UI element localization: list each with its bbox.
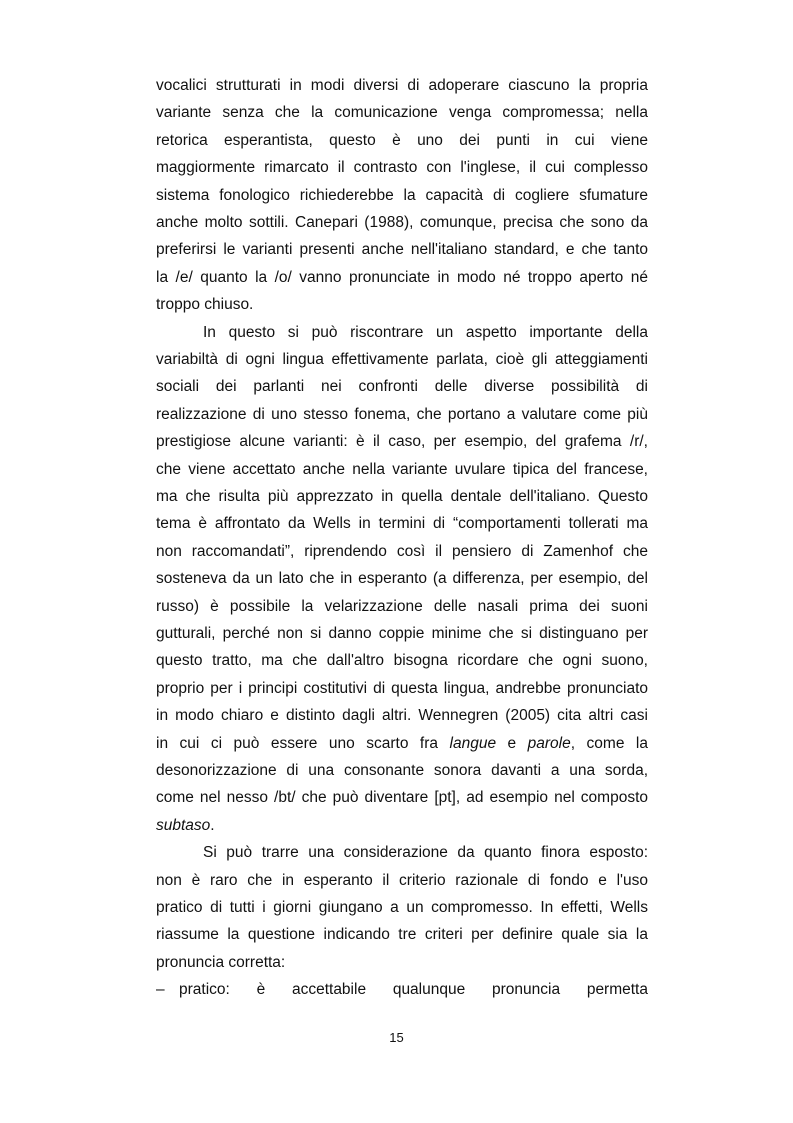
- italic-term-langue: langue: [449, 734, 497, 752]
- text-line: che viene accettato anche nella variante uvulare tipica del francese,: [156, 460, 648, 478]
- text-line: tema è affrontato da Wells in termini di “comportamenti tollerati ma: [156, 515, 648, 533]
- text-line: non è raro che in esperanto il criterio razionale di fondo e l'uso: [156, 871, 648, 889]
- text-line: troppo chiuso.: [156, 296, 254, 314]
- text-line: proprio per i principi costitutivi di questa lingua, andrebbe pronunciato: [156, 679, 648, 697]
- text-line: non raccomandati”, riprendendo così il pensiero di Zamenhof che: [156, 542, 648, 560]
- italic-term-subtaso: subtaso: [156, 816, 211, 834]
- text-line: vocalici strutturati in modi diversi di adoperare ciascuno la propria: [156, 77, 648, 94]
- text-line: variante senza che la comunicazione venga compromessa; nella: [156, 104, 648, 122]
- text-line: anche molto sottili. Canepari (1988), comunque, precisa che sono da: [156, 214, 648, 231]
- text-line: desonorizzazione di una consonante sonora davanti a una sorda,: [156, 762, 648, 779]
- text-line: questo tratto, ma che dall'altro bisogna ricordare che ogni suono,: [156, 652, 648, 670]
- text-line: sistema fonologico richiederebbe la capacità di cogliere sfumature: [156, 186, 648, 204]
- text-line: in modo chiaro e distinto dagli altri. Wennegren (2005) cita altri casi: [156, 707, 648, 725]
- text-line: pronuncia corretta:: [156, 953, 286, 971]
- text-line: gutturali, perché non si danno coppie minime che si distinguano per: [156, 625, 648, 642]
- text-line: pratico di tutti i giorni giungano a un compromesso. In effetti, Wells: [156, 899, 648, 916]
- list-item: [156, 976, 648, 1003]
- text-line: come nel nesso /bt/ che può diventare [pt], ad esempio nel composto: [156, 789, 648, 807]
- text-line: la /e/ quanto la /o/ vanno pronunciate in modo né troppo aperto né: [156, 268, 648, 286]
- list-dash: –: [156, 981, 165, 999]
- text-line-with-italics: [156, 812, 648, 839]
- text-line: maggiormente rimarcato il contrasto con l'inglese, il cui complesso: [156, 159, 648, 177]
- list-item-text: pratico: è accettabile qualunque pronuncia permetta: [179, 981, 648, 999]
- page-number: 15: [389, 1030, 404, 1045]
- paragraph-first-line: In questo si può riscontrare un aspetto importante della: [203, 323, 648, 341]
- italic-term-parole: parole: [527, 734, 571, 752]
- text-segment: , come la: [570, 734, 648, 752]
- paragraph-first-line: Si può trarre una considerazione da quanto finora esposto:: [203, 844, 648, 862]
- text-line: ma che risulta più apprezzato in quella dentale dell'italiano. Questo: [156, 488, 648, 505]
- text-line: riassume la questione indicando tre criteri per definire quale sia la: [156, 926, 648, 944]
- text-line: variabiltà di ogni lingua effettivamente parlata, cioè gli atteggiamenti: [156, 351, 648, 368]
- text-line: preferirsi le varianti presenti anche nell'italiano standard, e che tanto: [156, 241, 648, 259]
- text-line: sosteneva da un lato che in esperanto (a differenza, per esempio, del: [156, 570, 648, 588]
- text-line-with-italics: [156, 730, 648, 757]
- text-line: sociali dei parlanti nei confronti delle diverse possibilità di: [156, 378, 648, 396]
- text-line: retorica esperantista, questo è uno dei punti in cui viene: [156, 131, 648, 149]
- text-segment: e: [496, 734, 528, 752]
- text-segment: in cui ci può essere uno scarto fra: [156, 734, 450, 752]
- text-line: realizzazione di uno stesso fonema, che portano a valutare come più: [156, 405, 648, 423]
- text-line: prestigiose alcune varianti: è il caso, per esempio, del grafema /r/,: [156, 433, 648, 451]
- text-segment: .: [210, 816, 215, 834]
- text-line: russo) è possibile la velarizzazione delle nasali prima dei suoni: [156, 597, 648, 615]
